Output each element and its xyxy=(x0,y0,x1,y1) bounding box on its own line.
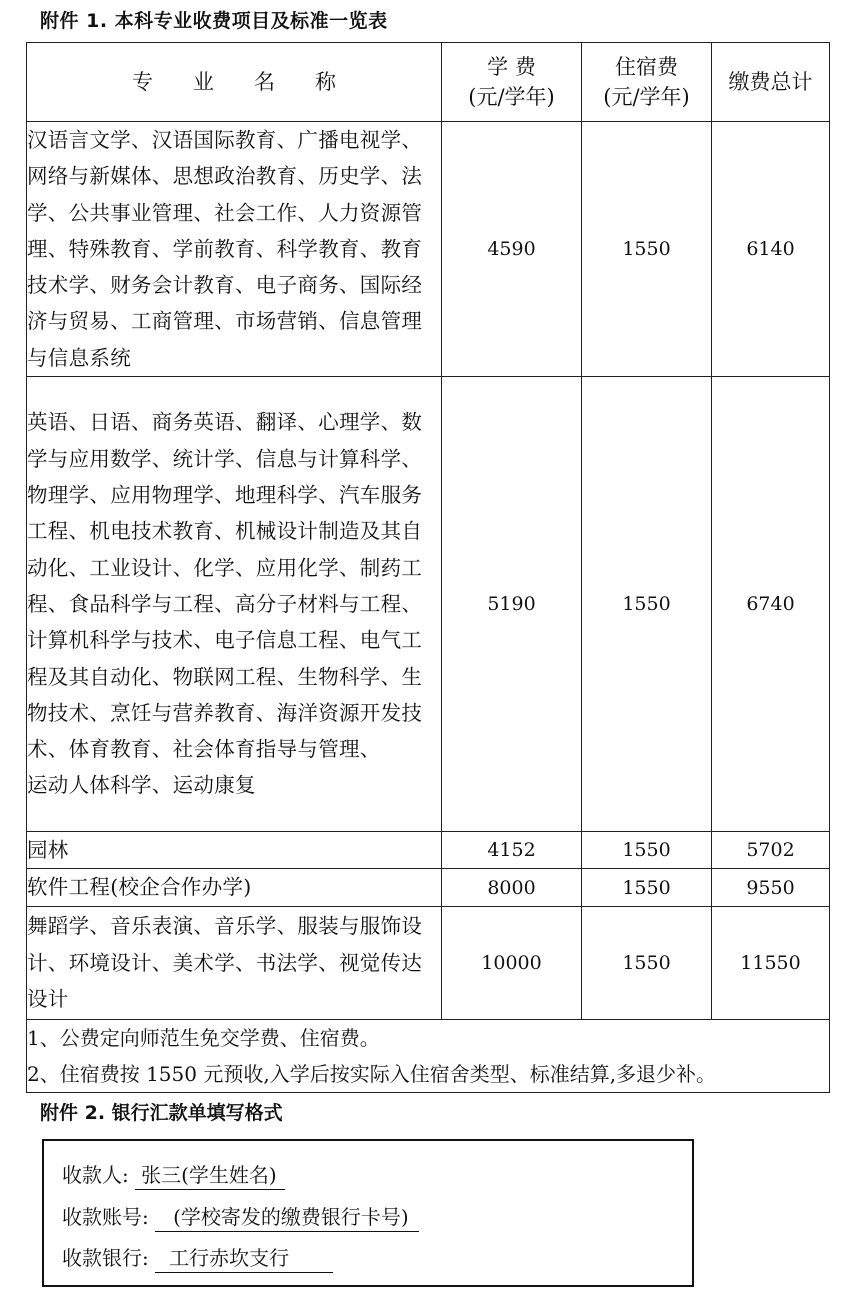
total-cell: 6140 xyxy=(712,122,830,377)
tuition-cell: 4152 xyxy=(442,832,582,869)
header-tuition-line1: 学 费 xyxy=(487,55,536,79)
note-1: 1、公费定向师范生免交学费、住宿费。 xyxy=(27,1025,380,1050)
account-row xyxy=(62,1201,419,1232)
tuition-cell: 4590 xyxy=(442,122,582,377)
majors-cell: 舞蹈学、音乐表演、音乐学、服装与服饰设计、环境设计、美术学、书法学、视觉传达设计 xyxy=(27,906,442,1019)
majors-text: 英语、日语、商务英语、翻译、心理学、数学与应用数学、统计学、信息与计算科学、物理学、应用物理学、地理科学、汽车服务工程、机电技术教育、机械设计制造及其自动化、工业设计、化学、应用化学、制药工程、食品科学与工程、高分子材料与工程、计算机科学与技术、电子信息工程、电气工程及其自动化、物联网工程、生物科学、生物技术、烹饪与营养教育、海洋资源开发技术、体育教育、社会体育指导与管理、 xyxy=(27,410,423,762)
header-dorm-line1: 住宿费 xyxy=(615,55,678,79)
note-2: 2、住宿费按 1550 元预收,入学后按实际入住宿舍类型、标准结算,多退少补。 xyxy=(27,1061,717,1086)
account-value: (学校寄发的缴费银行卡号) xyxy=(155,1201,419,1232)
fee-table xyxy=(26,42,830,1093)
table-row xyxy=(27,122,830,377)
dorm-cell: 1550 xyxy=(582,906,712,1019)
majors-text-extra: 运动人体科学、运动康复 xyxy=(27,773,256,798)
total-cell: 9550 xyxy=(712,869,830,906)
header-tuition xyxy=(442,43,582,122)
total-cell: 5702 xyxy=(712,832,830,869)
bank-row xyxy=(62,1242,333,1273)
table-row xyxy=(27,832,830,869)
dorm-cell: 1550 xyxy=(582,869,712,906)
bank-value: 工行赤坎支行 xyxy=(155,1242,333,1273)
dorm-cell: 1550 xyxy=(582,377,712,832)
payee-row xyxy=(62,1159,285,1190)
header-dorm xyxy=(582,43,712,122)
header-total: 缴费总计 xyxy=(712,43,830,122)
table-row xyxy=(27,377,830,832)
dorm-cell: 1550 xyxy=(582,832,712,869)
header-dorm-line2: (元/学年) xyxy=(603,85,690,109)
payee-label: 收款人: xyxy=(62,1163,129,1187)
dorm-cell: 1550 xyxy=(582,122,712,377)
majors-cell: 园林 xyxy=(27,832,442,869)
majors-cell: 软件工程(校企合作办学) xyxy=(27,869,442,906)
tuition-cell: 10000 xyxy=(442,906,582,1019)
attachment1-title: 附件 1. 本科专业收费项目及标准一览表 xyxy=(40,10,388,32)
notes-row xyxy=(27,1019,830,1092)
total-cell: 6740 xyxy=(712,377,830,832)
notes-cell xyxy=(27,1019,830,1092)
table-header-row xyxy=(27,43,830,122)
account-label: 收款账号: xyxy=(62,1205,149,1229)
bank-label: 收款银行: xyxy=(62,1246,149,1270)
majors-cell: 汉语言文学、汉语国际教育、广播电视学、网络与新媒体、思想政治教育、历史学、法学、公共事业管理、社会工作、人力资源管理、特殊教育、学前教育、科学教育、教育技术学、财务会计教育、电子商务、国际经济与贸易、工商管理、市场营销、信息管理与信息系统 xyxy=(27,122,442,377)
attachment2-title: 附件 2. 银行汇款单填写格式 xyxy=(40,1102,283,1124)
table-row xyxy=(27,869,830,906)
payee-value: 张三(学生姓名) xyxy=(135,1159,285,1190)
table-row xyxy=(27,906,830,1019)
majors-cell xyxy=(27,377,442,832)
tuition-cell: 5190 xyxy=(442,377,582,832)
bank-remittance-box xyxy=(42,1139,694,1287)
total-cell: 11550 xyxy=(712,906,830,1019)
tuition-cell: 8000 xyxy=(442,869,582,906)
header-tuition-line2: (元/学年) xyxy=(468,85,555,109)
header-major-name: 专业名称 xyxy=(27,43,442,122)
